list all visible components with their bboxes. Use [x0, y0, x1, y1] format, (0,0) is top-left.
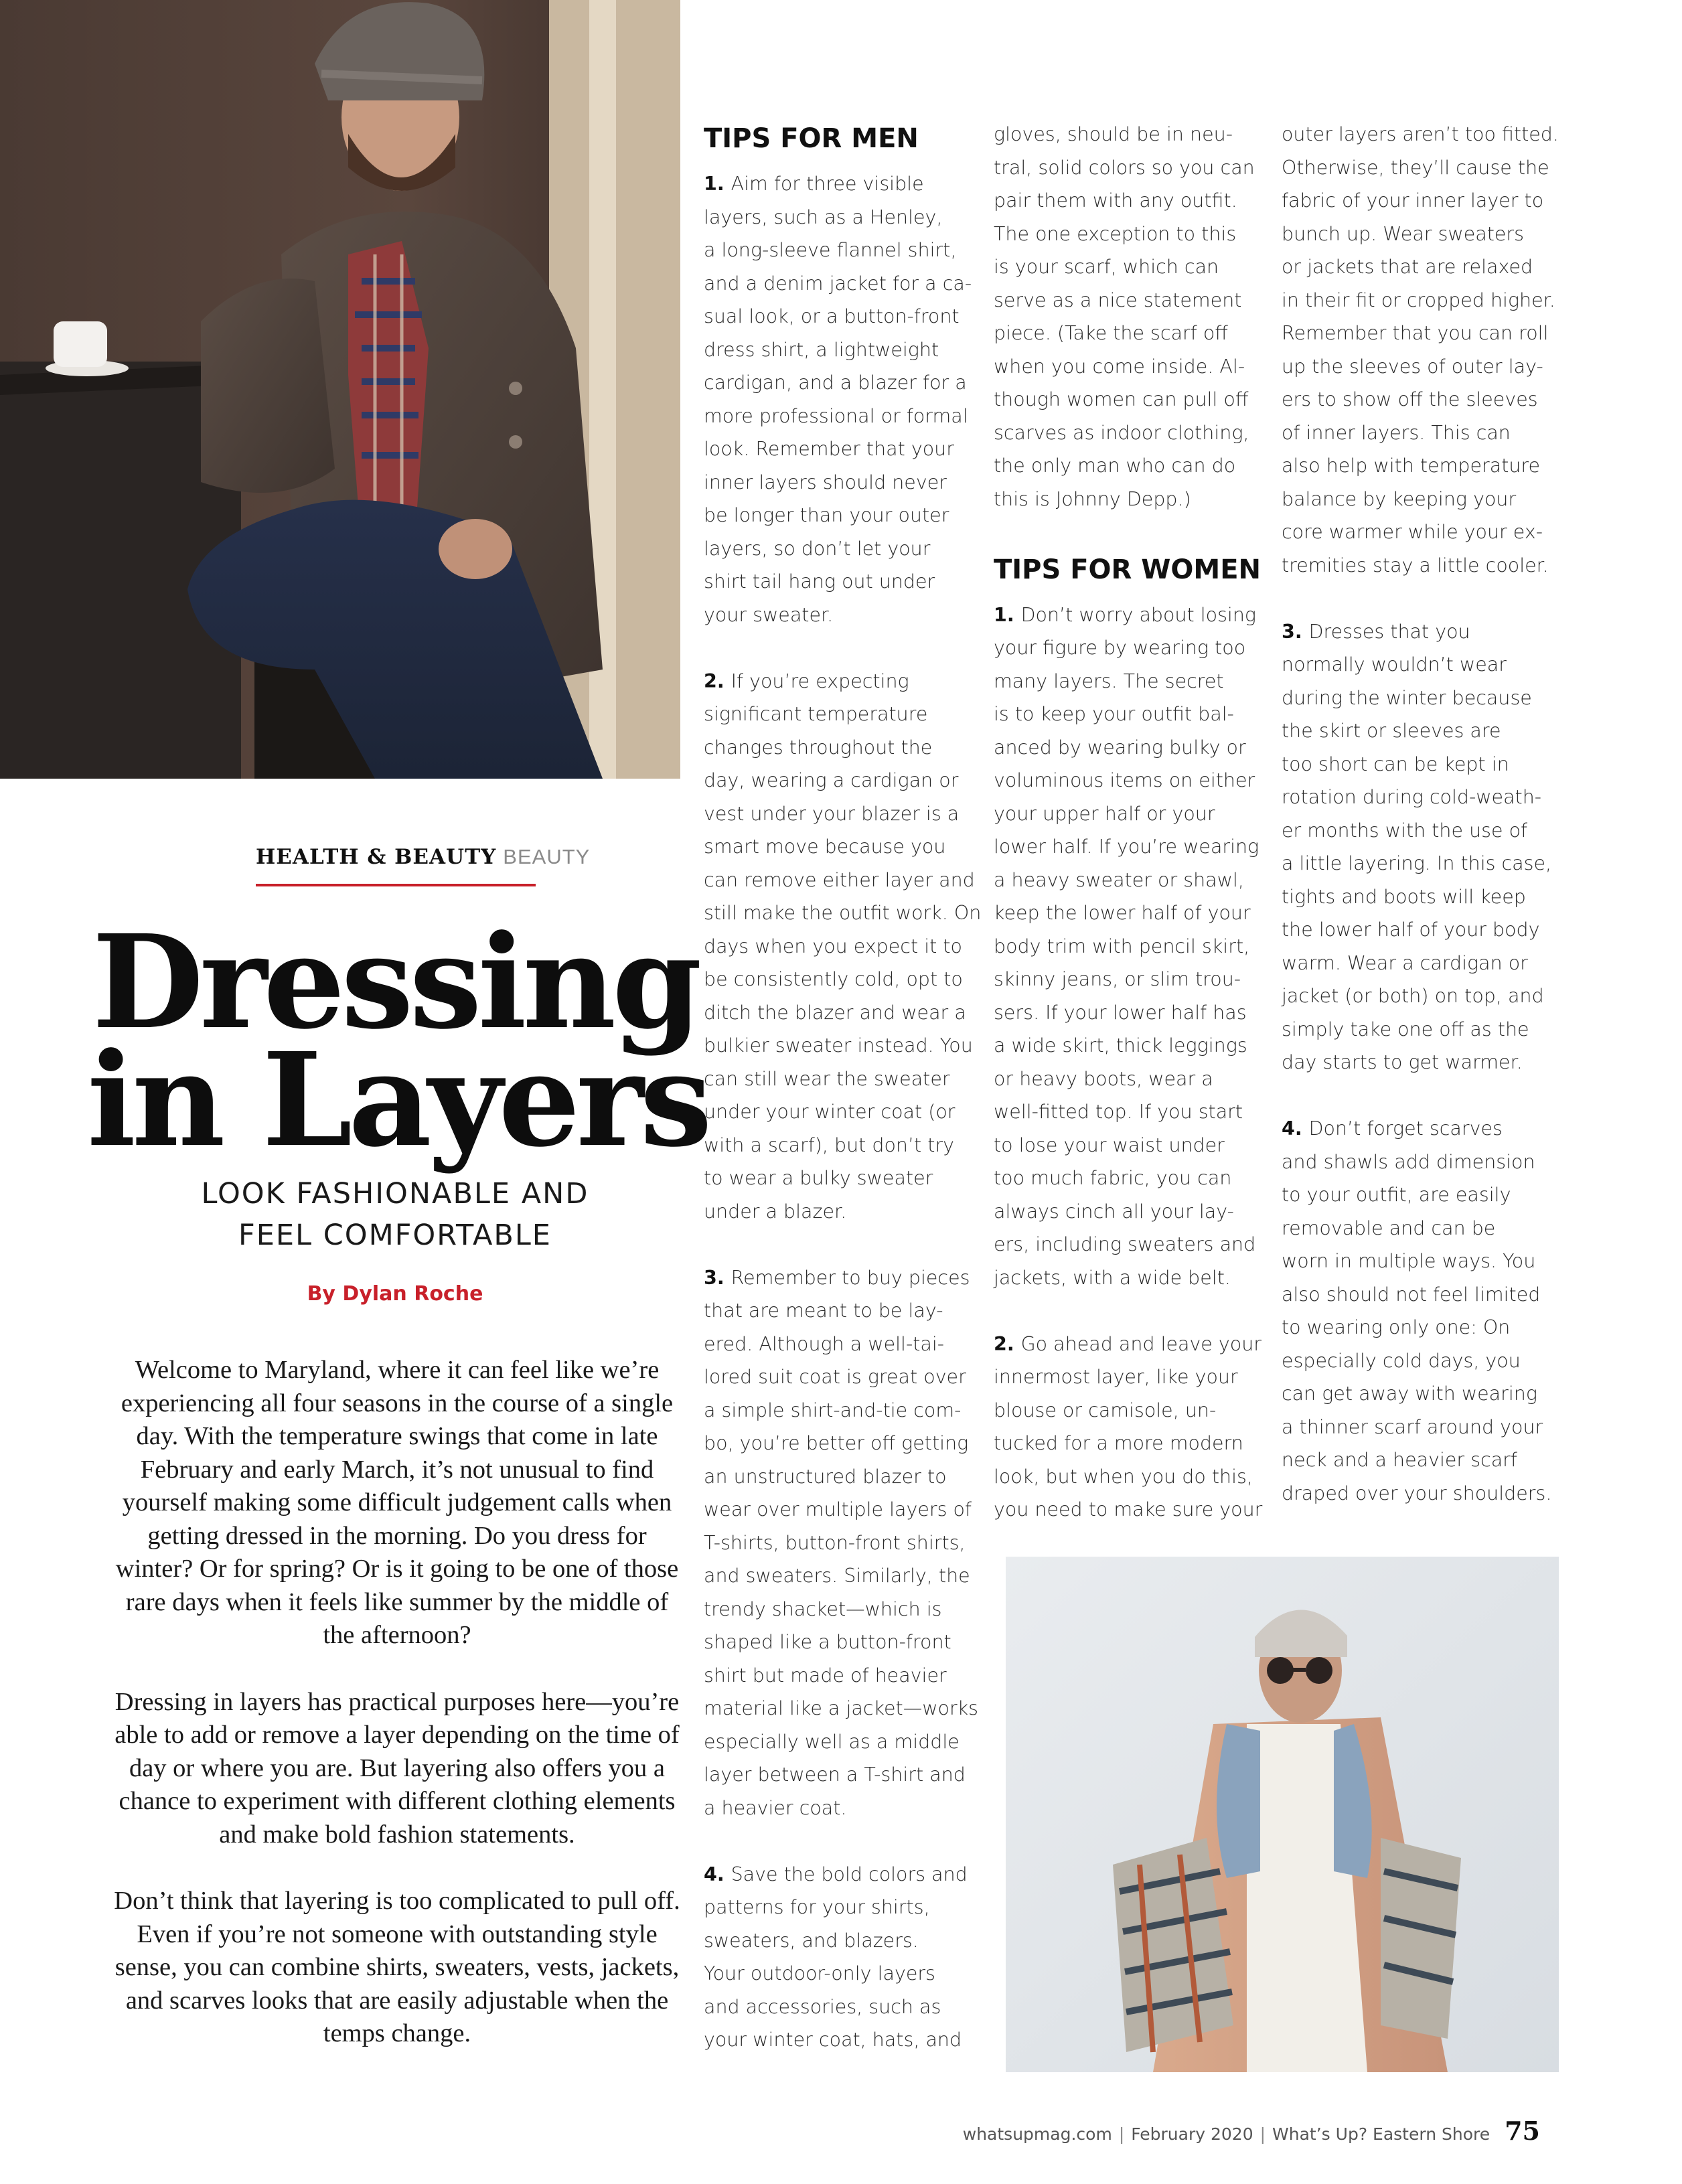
column-line: scarves as indoor clothing, [994, 421, 1249, 444]
column-line: to wear a bulky sweater [704, 1167, 933, 1189]
column-line: T-shirts, button-front shirts, [704, 1531, 966, 1554]
intro-paragraph-3: Don’t think that layering is too complicated to pull off. Even if you’re not someone with outstanding style sense, you can combine shirts, sweaters, vests, jackets, and scarves looks that are easily adjustable when the temps change. [114, 1887, 680, 2047]
column-line: your sweater. [704, 603, 834, 626]
column-line: your winter coat, hats, and [704, 2029, 962, 2051]
tip-number: 2. [994, 1332, 1021, 1355]
column-line: ers to show off the sleeves [1282, 388, 1538, 410]
column-line: 2. Go ahead and leave your [994, 1332, 1262, 1355]
column-line: is to keep your outfit bal- [994, 703, 1234, 725]
column-line: Remember that you can roll [1282, 322, 1549, 344]
column-line: cardigan, and a blazer for a [704, 372, 967, 394]
column-line: an unstructured blazer to [704, 1465, 947, 1488]
column-line: and a denim jacket for a ca- [704, 272, 972, 295]
column-line: dress shirt, a lightweight [704, 338, 939, 361]
footer-issue: February 2020 [1131, 2124, 1253, 2144]
column-line: layer between a T-shirt and [704, 1764, 966, 1786]
column-line: shirt but made of heavier [704, 1664, 947, 1687]
column-line: especially well as a middle [704, 1730, 960, 1753]
column-line: significant temperature [704, 703, 928, 725]
page-number: 75 [1505, 2116, 1540, 2146]
column-line: many layers. The secret [994, 670, 1224, 692]
column-line: tremities stay a little cooler. [1282, 554, 1549, 576]
column-line: shaped like a button-front [704, 1631, 951, 1653]
column-line: to wearing only one: On [1282, 1316, 1511, 1338]
column-line: look. Remember that your [704, 438, 954, 460]
column-line: tights and boots will keep [1282, 885, 1526, 908]
column-line: bo, you’re better off getting [704, 1432, 969, 1454]
column-line: be longer than your outer [704, 504, 949, 526]
column-line: 2. If you’re expecting [704, 670, 909, 692]
column-line: 1. Don’t worry about losing [994, 603, 1257, 626]
tips-women-heading: TIPS FOR WOMEN [994, 554, 1262, 585]
column-line: your upper half or your [994, 802, 1215, 825]
column-text [704, 167, 988, 2057]
section-tag [256, 845, 591, 869]
column-line: during the winter because [1282, 686, 1532, 709]
intro-text [112, 1354, 682, 2084]
tips-men-heading: TIPS FOR MEN [704, 123, 919, 154]
column-line: a long-sleeve flannel shirt, [704, 239, 957, 261]
deck-line-2: FEEL COMFORTABLE [238, 1219, 552, 1252]
column-line: a wide skirt, thick leggings [994, 1034, 1247, 1057]
column-line: a thinner scarf around your [1282, 1415, 1543, 1438]
column-line: a simple shirt-and-tie com- [704, 1399, 962, 1421]
column-line: a heavier coat. [704, 1796, 847, 1819]
column-line: smart move because you [704, 836, 946, 858]
column-line: balance by keeping your [1282, 487, 1517, 510]
column-line: day, wearing a cardigan or [704, 769, 959, 791]
tips-men-column [704, 118, 988, 2057]
column-line: vest under your blazer is a [704, 802, 960, 825]
subsection-name: BEAUTY [503, 845, 591, 868]
column-line: anced by wearing bulky or [994, 736, 1246, 759]
column-line: sers. If your lower half has [994, 1001, 1247, 1024]
column-line: blouse or camisole, un- [994, 1399, 1217, 1421]
column-line: and shawls add dimension [1282, 1150, 1535, 1173]
column-line: 4. Save the bold colors and [704, 1863, 968, 1885]
column-line: bulkier sweater instead. You [704, 1034, 973, 1057]
column-line: a little layering. In this case, [1282, 852, 1552, 874]
column-line: more professional or formal [704, 404, 968, 427]
column-line: can get away with wearing [1282, 1383, 1537, 1405]
tip-number: 2. [704, 670, 731, 692]
column-line: especially cold days, you [1282, 1349, 1521, 1372]
column-line: the only man who can do [994, 455, 1236, 477]
column-line: warm. Wear a cardigan or [1282, 951, 1528, 974]
column-line: to your outfit, are easily [1282, 1184, 1511, 1206]
column-text [994, 599, 1278, 1527]
column-line: though women can pull off [994, 388, 1249, 410]
column-line: sweaters, and blazers. [704, 1929, 919, 1952]
tip-number: 3. [1282, 620, 1309, 643]
deck-line-1: LOOK FASHIONABLE AND [201, 1177, 589, 1211]
footer-site: whatsupmag.com [962, 2124, 1112, 2144]
column-line: this is Johnny Depp.) [994, 487, 1191, 510]
headline-line-1: Dressing [92, 907, 698, 1058]
article-deck [100, 1173, 690, 1256]
column-line: when you come inside. Al- [994, 355, 1245, 378]
tips-women-column [994, 118, 1278, 1527]
column-line: and accessories, such as [704, 1995, 941, 2018]
photo-woman-layered-outfit [1006, 1557, 1559, 2072]
column-line: is your scarf, which can [994, 256, 1219, 278]
column-line: trendy shacket—which is [704, 1597, 942, 1620]
column-line: wear over multiple layers of [704, 1498, 972, 1520]
column-line: day starts to get warmer. [1282, 1051, 1523, 1073]
column-line: layers, so don’t let your [704, 537, 931, 560]
column-line: and sweaters. Similarly, the [704, 1565, 970, 1587]
column-text [994, 118, 1278, 516]
section-name: HEALTH & BEAUTY [256, 845, 497, 869]
headline-line-2: in Layers [87, 1025, 708, 1176]
column-line: ditch the blazer and wear a [704, 1001, 966, 1024]
column-line: in their fit or cropped higher. [1282, 289, 1555, 311]
column-line: inner layers should never [704, 471, 947, 493]
column-line: you need to make sure your [994, 1498, 1263, 1520]
column-line: piece. (Take the scarf off [994, 322, 1228, 344]
column-line: days when you expect it to [704, 935, 962, 957]
column-line: 3. Dresses that you [1282, 620, 1470, 643]
column-line: to lose your waist under [994, 1134, 1225, 1156]
column-line: gloves, should be in neu- [994, 123, 1233, 145]
column-line: a heavy sweater or shawl, [994, 868, 1244, 891]
tip-number: 3. [704, 1266, 731, 1289]
column-line: well-fitted top. If you start [994, 1101, 1243, 1123]
page-footer: whatsupmag.com | February 2020 | What’s Up? Eastern Shore 75 [962, 2116, 1540, 2146]
column-line: layers, such as a Henley, [704, 206, 943, 228]
column-line: The one exception to this [994, 222, 1237, 245]
column-line: keep the lower half of your [994, 902, 1251, 924]
column-line: sual look, or a button-front [704, 305, 960, 327]
column-line: be consistently cold, opt to [704, 968, 963, 990]
section-divider [256, 884, 536, 886]
column-line: shirt tail hang out under [704, 570, 935, 593]
column-line: neck and a heavier scarf [1282, 1449, 1517, 1471]
column-line: voluminous items on either [994, 769, 1255, 791]
column-line: always cinch all your lay- [994, 1200, 1234, 1223]
column-line: Otherwise, they’ll cause the [1282, 156, 1549, 179]
column-line: er months with the use of [1282, 819, 1528, 842]
column-line: the skirt or sleeves are [1282, 720, 1501, 742]
column-line: jacket (or both) on top, and [1282, 985, 1544, 1007]
column-line: 1. Aim for three visible [704, 173, 924, 195]
intro-paragraph-2: Dressing in layers has practical purposes here—you’re able to add or remove a layer depending on the time of day or where you are. But layering also offers you a chance to experiment with different clothing elements and make bold fashion statements. [114, 1687, 680, 1849]
column-line: Your outdoor-only layers [704, 1962, 935, 1984]
byline: By Dylan Roche [307, 1282, 483, 1306]
column-line: serve as a nice statement [994, 289, 1242, 311]
column-line: jackets, with a wide belt. [994, 1266, 1231, 1289]
column-line: draped over your shoulders. [1282, 1482, 1552, 1504]
column-line: core warmer while your ex- [1282, 521, 1543, 543]
column-line: material like a jacket—works [704, 1697, 979, 1719]
column-line: patterns for your shirts, [704, 1896, 930, 1918]
column-line: 3. Remember to buy pieces [704, 1266, 970, 1289]
column-line: pair them with any outfit. [994, 189, 1237, 212]
column-line: also should not feel limited [1282, 1283, 1541, 1306]
column-line: rotation during cold-weath- [1282, 786, 1542, 808]
column-line: ered. Although a well-tai- [704, 1332, 945, 1355]
column-line: removable and can be [1282, 1217, 1496, 1239]
column-line: worn in multiple ways. You [1282, 1250, 1536, 1272]
column-line: with a scarf), but don’t try [704, 1134, 955, 1156]
tip-number: 4. [704, 1863, 731, 1885]
column-line: up the sleeves of outer lay- [1282, 355, 1543, 378]
tip-number: 1. [994, 603, 1021, 626]
column-line: 4. Don’t forget scarves [1282, 1117, 1503, 1140]
column-line: changes throughout the [704, 736, 933, 759]
column-line: look, but when you do this, [994, 1465, 1253, 1488]
column-line: under your winter coat (or [704, 1101, 955, 1123]
column-line: body trim with pencil skirt, [994, 935, 1250, 957]
intro-paragraph-1: Welcome to Maryland, where it can feel like we’re experiencing all four seasons in the course of a single day. With the temperature swings that come in late February and early March, it’s not unusual to find yourself making some difficult judgement calls when getting dressed in the morning. Do you dress for winter? Or for spring? Or is it going to be one of those rare days when it feels like summer by the middle of the afternoon? [115, 1356, 679, 1649]
column-line: too much fabric, you can [994, 1167, 1232, 1189]
footer-publication: What’s Up? Eastern Shore [1272, 2124, 1490, 2144]
column-line: normally wouldn’t wear [1282, 653, 1507, 676]
column-line: ers, including sweaters and [994, 1233, 1256, 1255]
column-line: lored suit coat is great over [704, 1366, 966, 1388]
column-line: or heavy boots, wear a [994, 1067, 1213, 1090]
column-line: outer layers aren’t too fitted. [1282, 123, 1559, 145]
column-line: fabric of your inner layer to [1282, 189, 1544, 212]
column-line: skinny jeans, or slim trou- [994, 968, 1241, 990]
tip-number: 1. [704, 173, 731, 195]
photo-man-layered-outfit [0, 0, 680, 779]
column-line: tucked for a more modern [994, 1432, 1243, 1454]
column-text [1282, 118, 1566, 1510]
column-line: still make the outfit work. On [704, 902, 982, 924]
column-line: or jackets that are relaxed [1282, 256, 1533, 278]
column-line: innermost layer, like your [994, 1366, 1238, 1388]
column-line: also help with temperature [1282, 455, 1541, 477]
column-line: simply take one off as the [1282, 1018, 1529, 1040]
column-line: lower half. If you’re wearing [994, 836, 1259, 858]
tip-number: 4. [1282, 1117, 1309, 1140]
column-line: your figure by wearing too [994, 637, 1246, 659]
column-line: of inner layers. This can [1282, 421, 1511, 444]
column-line: tral, solid colors so you can [994, 156, 1255, 179]
article-headline [87, 907, 708, 1176]
column-line: under a blazer. [704, 1200, 847, 1223]
column-line: bunch up. Wear sweaters [1282, 222, 1524, 245]
tips-continued-column [1282, 118, 1566, 1510]
column-line: that are meant to be lay- [704, 1300, 943, 1322]
column-line: can still wear the sweater [704, 1067, 950, 1090]
column-line: can remove either layer and [704, 868, 975, 891]
column-line: too short can be kept in [1282, 753, 1509, 775]
column-line: the lower half of your body [1282, 919, 1540, 941]
